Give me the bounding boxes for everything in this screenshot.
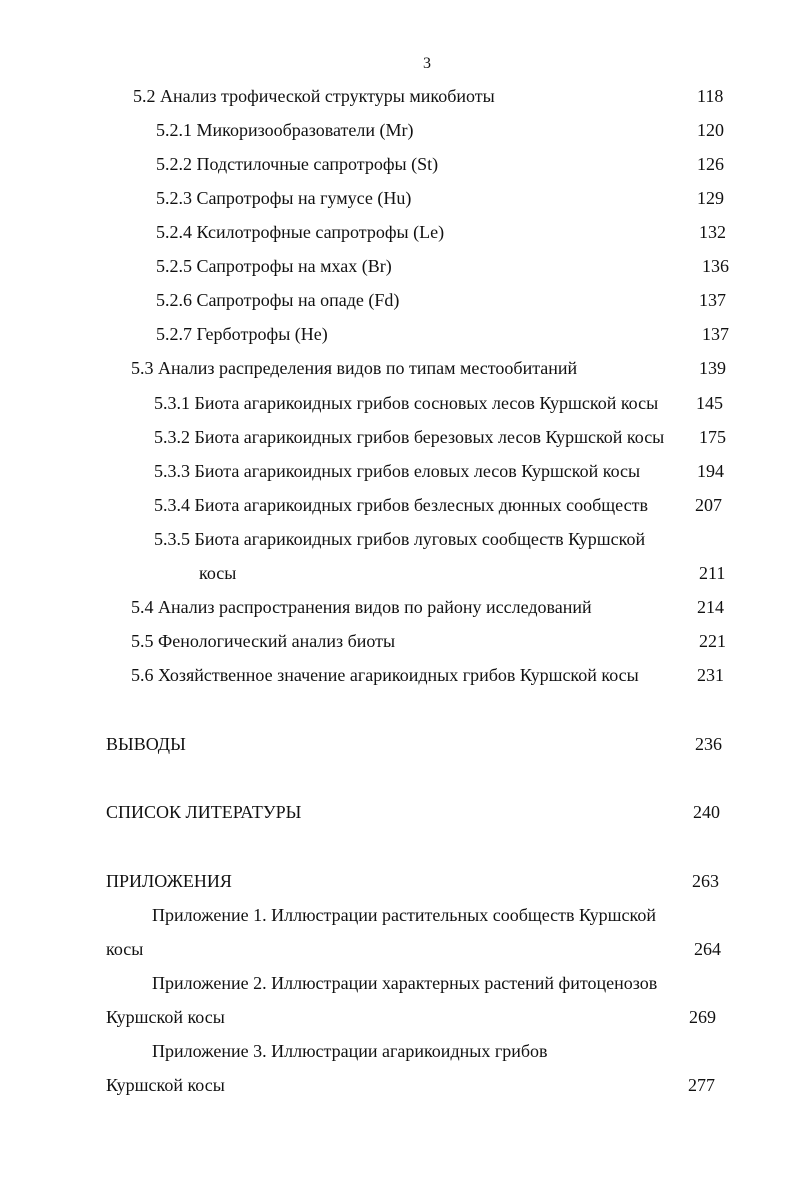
toc-entry-5-5-label: 5.5 Фенологический анализ биоты [131,631,396,651]
toc-entry-appendices-label: ПРИЛОЖЕНИЯ [106,871,232,891]
toc-entry-5-3-5-page: 211 [699,563,726,583]
toc-entry-5-6-label: 5.6 Хозяйственное значение агарикоидных грибов Куршской косы [131,665,639,685]
toc-entry-5-2-2-label: 5.2.2 Подстилочные сапротрофы (St) [156,154,439,174]
page-number: 3 [423,55,431,72]
toc-entry-5-2-4-page: 132 [699,222,726,242]
toc-entry-5-3-label: 5.3 Анализ распределения видов по типам местообитаний [131,358,578,378]
toc-entry-5-2-label: 5.2 Анализ трофической структуры микобиоты [133,86,495,106]
toc-entry-5-2-4-label: 5.2.4 Ксилотрофные сапротрофы (Le) [156,222,445,242]
toc-entry-5-2-page: 118 [697,86,724,106]
toc-entry-5-2-7-page: 137 [702,324,729,344]
toc-entry-5-4-label: 5.4 Анализ распространения видов по району исследований [131,597,592,617]
toc-entry-5-2-5-page: 136 [702,256,729,276]
toc-entry-5-2-6-page: 137 [699,290,726,310]
toc-entry-appendix-3-page: 277 [688,1075,715,1095]
toc-entry-5-2-1-page: 120 [697,120,724,140]
toc-entry-appendix-3-label-cont: Куршской косы [106,1075,225,1095]
toc-entry-5-3-4-label: 5.3.4 Биота агарикоидных грибов безлесных дюнных сообществ [154,495,648,515]
toc-entry-5-3-2-page: 175 [699,427,726,447]
toc-entry-appendices-page: 263 [692,871,719,891]
toc-entry-5-2-3-label: 5.2.3 Сапротрофы на гумусе (Hu) [156,188,412,208]
toc-entry-5-2-5-label: 5.2.5 Сапротрофы на мхах (Br) [156,256,392,276]
toc-entry-appendix-3-label: Приложение 3. Иллюстрации агарикоидных грибов [152,1041,548,1061]
toc-entry-5-3-4-page: 207 [695,495,722,515]
toc-entry-5-2-6-label: 5.2.6 Сапротрофы на опаде (Fd) [156,290,400,310]
toc-entry-appendix-2-label: Приложение 2. Иллюстрации характерных растений фитоценозов [152,973,658,993]
toc-entry-appendix-1-page: 264 [694,939,721,959]
toc-entry-5-3-5-label: 5.3.5 Биота агарикоидных грибов луговых сообществ Куршской [154,529,646,549]
toc-entry-5-3-1-label: 5.3.1 Биота агарикоидных грибов сосновых лесов Куршской косы [154,393,659,413]
toc-entry-references-label: СПИСОК ЛИТЕРАТУРЫ [106,802,302,822]
toc-entry-5-6-page: 231 [697,665,724,685]
toc-entry-5-2-2-page: 126 [697,154,724,174]
toc-entry-5-2-7-label: 5.2.7 Герботрофы (He) [156,324,328,344]
toc-entry-conclusions-page: 236 [695,734,722,754]
toc-entry-appendix-2-label-cont: Куршской косы [106,1007,225,1027]
toc-entry-5-2-3-page: 129 [697,188,724,208]
toc-entry-5-3-2-label: 5.3.2 Биота агарикоидных грибов березовых лесов Куршской косы [154,427,665,447]
toc-entry-5-4-page: 214 [697,597,724,617]
toc-entry-appendix-2-page: 269 [689,1007,716,1027]
toc-entry-5-3-1-page: 145 [696,393,723,413]
toc-entry-5-3-5-label-cont: косы [199,563,237,583]
toc-entry-5-2-1-label: 5.2.1 Микоризообразователи (Mr) [156,120,414,140]
toc-entry-references-page: 240 [693,802,720,822]
toc-entry-appendix-1-label: Приложение 1. Иллюстрации растительных сообществ Куршской [152,905,656,925]
toc-entry-appendix-1-label-cont: косы [106,939,144,959]
toc-entry-5-3-3-page: 194 [697,461,724,481]
toc-entry-conclusions-label: ВЫВОДЫ [106,734,186,754]
toc-entry-5-3-3-label: 5.3.3 Биота агарикоидных грибов еловых лесов Куршской косы [154,461,641,481]
toc-entry-5-3-page: 139 [699,358,726,378]
toc-entry-5-5-page: 221 [699,631,726,651]
